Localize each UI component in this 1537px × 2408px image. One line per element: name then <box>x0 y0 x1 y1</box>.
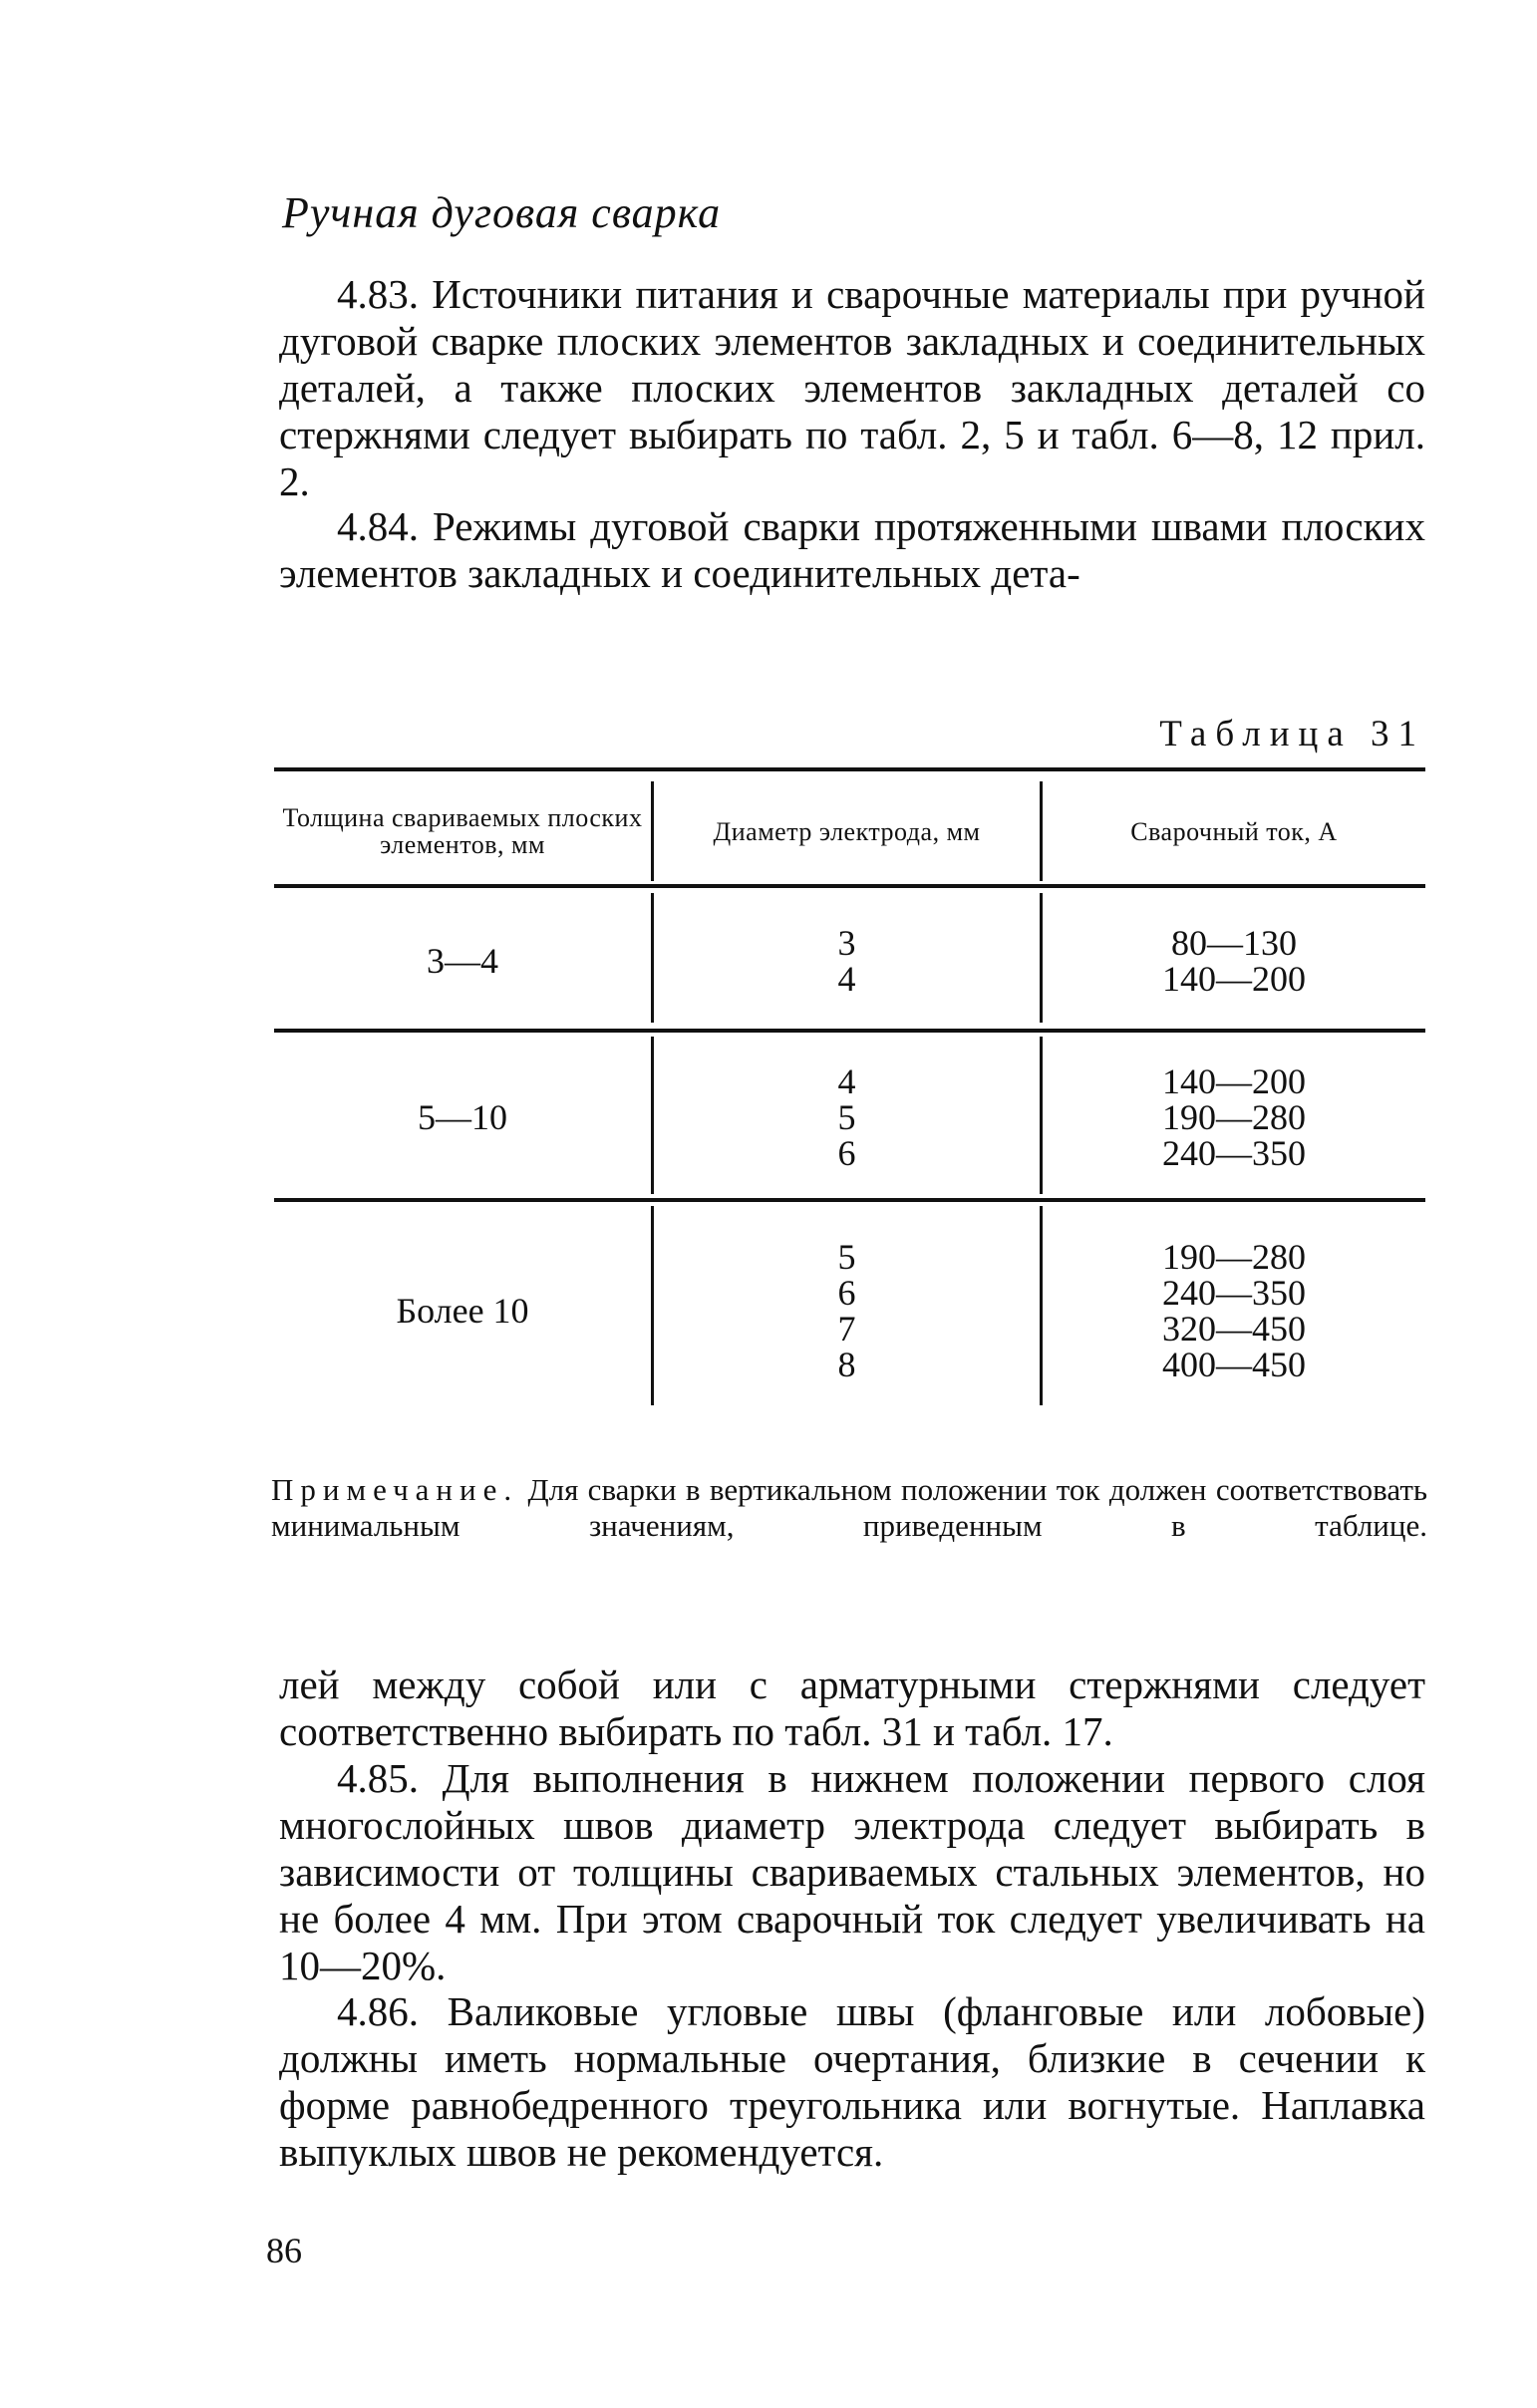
table-note <box>271 1472 1427 1544</box>
table-header-thickness: Толщина свариваемых плоских элементов, мм <box>282 803 643 859</box>
section-title: Ручная дуговая сварка <box>282 188 722 237</box>
thickness-value: 5—10 <box>418 1097 507 1137</box>
current-value: 140—200 <box>1162 958 1306 999</box>
paragraph-4-84: 4.84. Режимы дуговой сварки протяженными швами плоских элементов закладных и соединительных дета- <box>279 503 1425 596</box>
paragraph-4-85: 4.85. Для выполнения в нижнем положении первого слоя многослойных швов диаметр электрода следует выбирать в зависимости от толщины свариваемых стальных элементов, но не более 4 мм. При этом сварочный ток следует увеличивать на 10—20%. <box>279 1755 1425 1988</box>
paragraph-4-83: 4.83. Источники питания и сварочные материалы при ручной дуговой сварке плоских элементов закладных и соединительных деталей, а также плоских элементов закладных деталей со стержнями следует выбирать по табл. 2, 5 и табл. 6—8, 12 прил. 2. <box>279 271 1425 504</box>
table-rule-row <box>274 1198 1425 1202</box>
page-number: 86 <box>266 2231 302 2270</box>
diameter-value: 3 <box>837 922 856 963</box>
table-header-diameter: Диаметр электрода, мм <box>713 816 981 846</box>
diameter-value: 5 <box>837 1237 856 1277</box>
diameter-value: 7 <box>837 1309 856 1349</box>
table-cell-thickness <box>274 1053 651 1182</box>
table-rule-header <box>274 884 1425 888</box>
table-cell-current <box>1043 1226 1425 1395</box>
current-value: 190—280 <box>1162 1097 1306 1137</box>
current-value: 240—350 <box>1162 1273 1306 1313</box>
current-value: 240—350 <box>1162 1133 1306 1173</box>
table-cell-diameter <box>654 1226 1040 1395</box>
current-value: 140—200 <box>1162 1061 1306 1101</box>
table-rule-row <box>274 1029 1425 1033</box>
diameter-value: 4 <box>837 1061 856 1101</box>
thickness-value: 3—4 <box>427 940 498 981</box>
diameter-value: 8 <box>837 1345 856 1384</box>
table-cell-diameter <box>654 1053 1040 1182</box>
diameter-value: 6 <box>837 1133 856 1173</box>
paragraph-4-84-continued: лей между собой или с арматурными стержнями следует соответственно выбирать по табл. 31 и табл. 17. <box>279 1661 1425 1754</box>
table-caption: Таблица 31 <box>1159 714 1425 754</box>
diameter-value: 5 <box>837 1097 856 1137</box>
note-label: Примечание. <box>271 1472 519 1507</box>
table-cell-thickness <box>274 1226 651 1395</box>
diameter-value: 4 <box>837 958 856 999</box>
current-value: 400—450 <box>1162 1345 1306 1384</box>
thickness-value: Более 10 <box>396 1291 529 1331</box>
current-value: 320—450 <box>1162 1309 1306 1349</box>
table-cell-current <box>1043 1053 1425 1182</box>
diameter-value: 6 <box>837 1273 856 1313</box>
current-value: 190—280 <box>1162 1237 1306 1277</box>
paragraph-4-86: 4.86. Валиковые угловые швы (фланговые или лобовые) должны иметь нормальные очертания, близкие в сечении к форме равнобедренного треугольника или вогнутые. Наплавка выпуклых швов не рекомендуется. <box>279 1988 1425 2175</box>
table-31 <box>274 767 1425 1415</box>
table-cell-diameter <box>654 913 1040 1008</box>
table-rule-top <box>274 767 1425 771</box>
table-cell-current <box>1043 913 1425 1008</box>
table-header-current: Сварочный ток, А <box>1130 816 1338 846</box>
table-cell-thickness <box>274 913 651 1008</box>
current-value: 80—130 <box>1171 922 1297 963</box>
note-text: Для сварки в вертикальном положении ток должен соответствовать минимальным значениям, приведенным в таблице. <box>271 1472 1427 1543</box>
